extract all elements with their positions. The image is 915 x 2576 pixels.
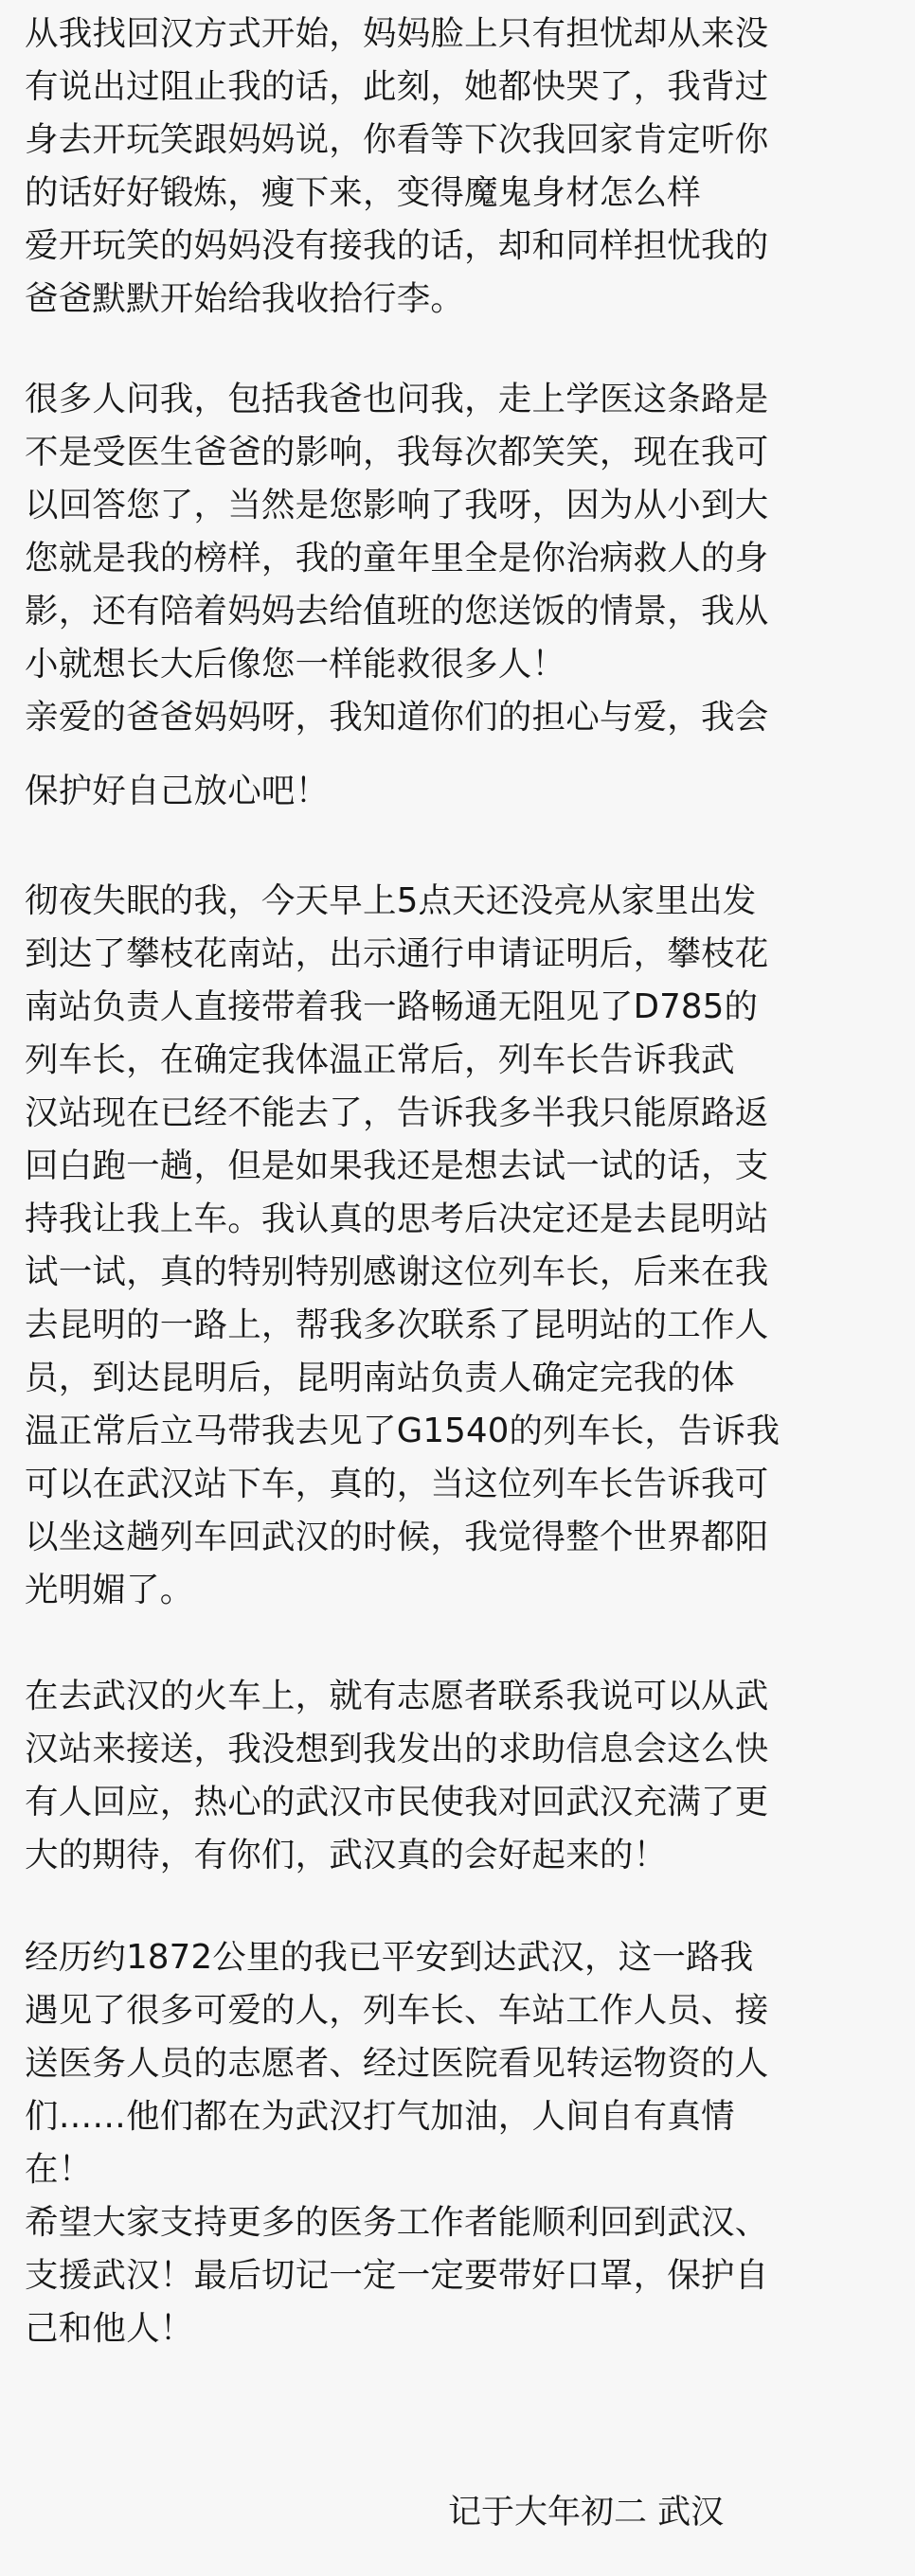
text-line: 列车长，在确定我体温正常后，列车长告诉我武 [25, 1040, 735, 1079]
text-line: 试一试，真的特别特别感谢这位列车长，后来在我 [25, 1252, 769, 1291]
text-line: 以回答您了，当然是您影响了我呀，因为从小到大 [25, 486, 769, 524]
text-line: 很多人问我，包括我爸也问我，走上学医这条路是 [25, 380, 769, 418]
text-line: 温正常后立马带我去见了G1540的列车长，告诉我 [25, 1412, 780, 1450]
text-line: 遇见了很多可爱的人，列车长、车站工作人员、接 [25, 1991, 769, 2030]
text-line: 有说出过阻止我的话，此刻，她都快哭了，我背过 [25, 67, 769, 106]
text-line: 您就是我的榜样，我的童年里全是你治病救人的身 [25, 539, 769, 577]
text-line: 的话好好锻炼，瘦下来，变得魔鬼身材怎么样 [25, 173, 702, 212]
text-line: 经历约1872公里的我已平安到达武汉，这一路我 [25, 1938, 754, 1977]
text-line: 己和他人！ [25, 2309, 194, 2348]
text-line: 亲爱的爸爸妈妈呀，我知道你们的担心与爱，我会 [25, 698, 769, 737]
text-line: 光明媚了。 [25, 1571, 194, 1609]
text-line: 回白跑一趟，但是如果我还是想去试一试的话，支 [25, 1146, 769, 1185]
text-line: 员，到达昆明后，昆明南站负责人确定完我的体 [25, 1359, 735, 1397]
text-line: 保护好自己放心吧！ [25, 772, 330, 810]
text-line: 爸爸默默开始给我收拾行李。 [25, 279, 465, 318]
text-line: 去昆明的一路上，帮我多次联系了昆明站的工作人 [25, 1306, 769, 1344]
text-line: 送医务人员的志愿者、经过医院看见转运物资的人 [25, 2044, 769, 2083]
text-line: 到达了攀枝花南站，出示通行申请证明后，攀枝花 [25, 934, 769, 973]
text-line: 不是受医生爸爸的影响，我每次都笑笑，现在我可 [25, 433, 769, 471]
text-line: 身去开玩笑跟妈妈说，你看等下次我回家肯定听你 [25, 120, 769, 159]
text-line: 支援武汉！最后切记一定一定要带好口罩，保护自 [25, 2256, 769, 2295]
text-line: 彻夜失眠的我，今天早上5点天还没亮从家里出发 [25, 881, 757, 920]
text-line: 们……他们都在为武汉打气加油，人间自有真情 [25, 2097, 735, 2136]
text-line: 汉站现在已经不能去了，告诉我多半我只能原路返 [25, 1093, 769, 1132]
text-line: 可以在武汉站下车，真的，当这位列车长告诉我可 [25, 1465, 769, 1503]
text-line: 希望大家支持更多的医务工作者能顺利回到武汉、 [25, 2203, 769, 2242]
signature-line: 记于大年初二 武汉 [448, 2494, 725, 2532]
text-line: 小就想长大后像您一样能救很多人！ [25, 645, 566, 684]
text-line: 在去武汉的火车上，就有志愿者联系我说可以从武 [25, 1677, 769, 1715]
text-line: 爱开玩笑的妈妈没有接我的话，却和同样担忧我的 [25, 226, 769, 265]
text-line: 南站负责人直接带着我一路畅通无阻见了D785的 [25, 987, 759, 1026]
text-line: 在！ [25, 2150, 93, 2189]
text-line: 汉站来接送，我没想到我发出的求助信息会这么快 [25, 1730, 769, 1768]
text-line: 从我找回汉方式开始，妈妈脸上只有担忧却从来没 [25, 14, 769, 53]
text-line: 持我让我上车。我认真的思考后决定还是去昆明站 [25, 1199, 769, 1238]
text-line: 大的期待，有你们，武汉真的会好起来的！ [25, 1836, 668, 1874]
text-line: 有人回应，热心的武汉市民使我对回武汉充满了更 [25, 1783, 769, 1821]
text-line: 以坐这趟列车回武汉的时候，我觉得整个世界都阳 [25, 1518, 769, 1556]
text-line: 影，还有陪着妈妈去给值班的您送饭的情景，我从 [25, 592, 769, 631]
